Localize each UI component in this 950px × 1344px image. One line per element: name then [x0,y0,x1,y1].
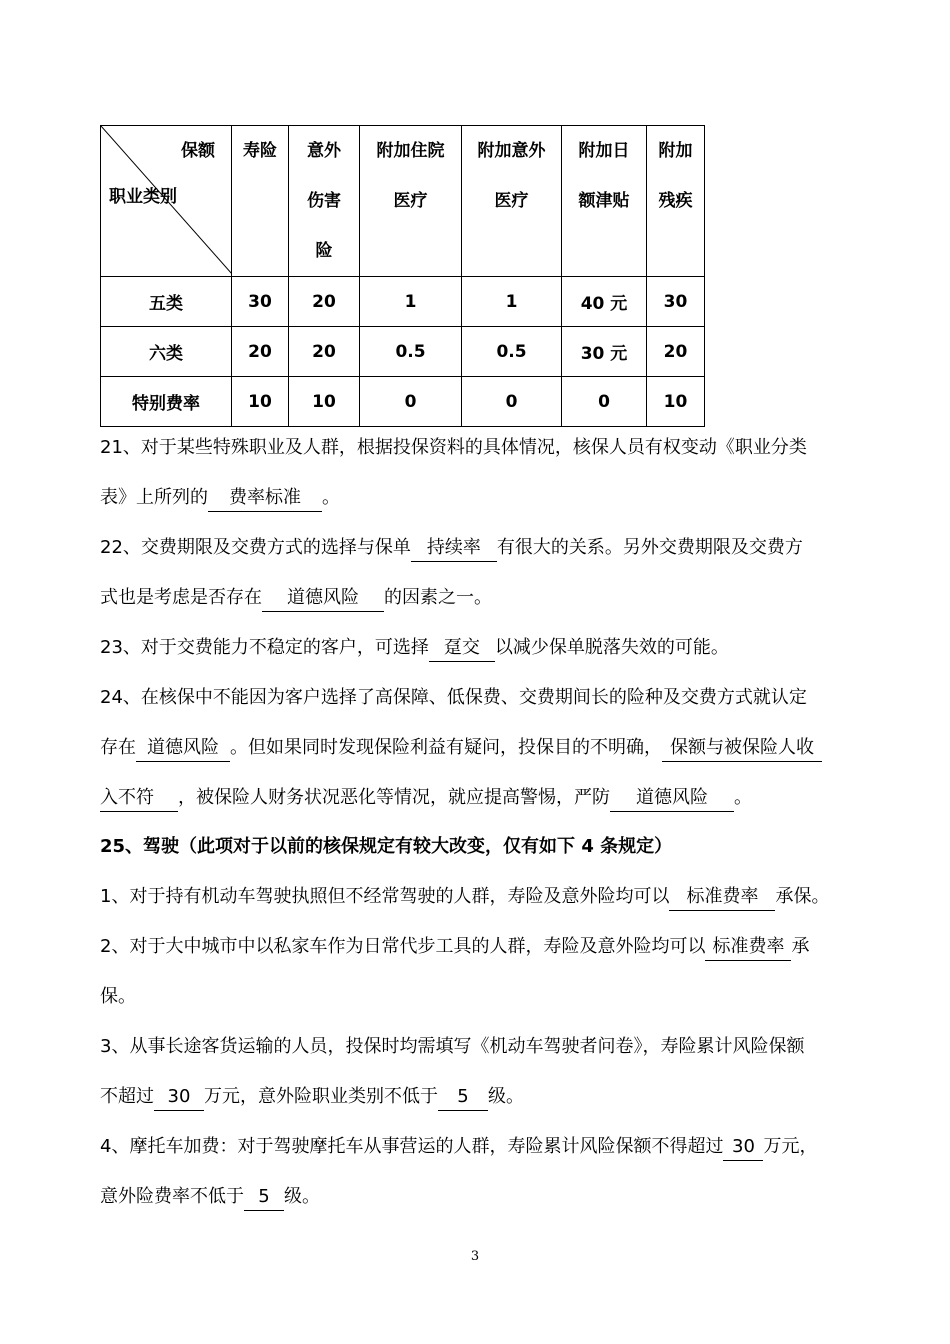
text: 承保。 [775,886,830,907]
text: 级。 [284,1186,320,1207]
item-22-line-1 [100,535,803,562]
table-row [101,377,705,427]
item-25-2-line-1 [100,934,809,961]
text: 。但如果同时发现保险利益有疑问，投保目的不明确， [230,737,662,758]
item-21-line-1 [100,435,807,461]
table-cell: 0.5 [462,327,562,377]
header-text: 额津贴 [578,191,630,211]
header-text: 寿险 [243,141,277,161]
item-25-4-line-1 [100,1134,817,1161]
table-cell: 20 [289,327,360,377]
item-23-line-1 [100,635,729,662]
fill-blank: 5 [244,1184,284,1211]
fill-blank: 标准费率 [669,884,775,911]
text: 2、对于大中城市中以私家车作为日常代步工具的人群，寿险及意外险均可以 [100,936,706,957]
table-cell: 特别费率 [101,377,232,427]
item-25-3-line-1 [100,1034,804,1060]
table-cell: 1 [360,277,462,327]
page-number: 3 [470,1249,480,1264]
text: 1、对于持有机动车驾驶执照但不经常驾驶的人群，寿险及意外险均可以 [100,886,670,907]
fill-blank: 30 [723,1134,763,1161]
table-header-row [101,126,705,277]
text: 意外险费率不低于 [100,1186,244,1207]
text: 式也是考虑是否存在 [100,587,262,608]
fill-blank: 道德风险 [136,735,230,762]
header-text: 附加 [658,141,693,161]
table-cell: 20 [289,277,360,327]
text: 。 [734,787,752,808]
header-text: 医疗 [494,191,529,211]
table-cell: 0 [360,377,462,427]
text: 24、在核保中不能因为客户选择了高保障、低保费、交费期间长的险种及交费方式就认定 [100,687,807,708]
fill-blank: 趸交 [429,635,495,662]
text: 4、摩托车加费：对于驾驶摩托车从事营运的人群，寿险累计风险保额不得超过 [100,1136,724,1157]
table-cell: 30 [647,277,705,327]
table-cell: 六类 [101,327,232,377]
table-cell: 0 [462,377,562,427]
text: 23、对于交费能力不稳定的客户，可选择 [100,637,429,658]
text: 万元， [763,1136,818,1157]
table-cell: 五类 [101,277,232,327]
fill-blank: 持续率 [411,535,497,562]
text: 存在 [100,737,136,758]
header-daily-allowance [562,126,647,277]
header-text: 险 [315,241,333,261]
header-text: 意外 [307,141,341,161]
text: ，被保险人财务状况恶化等情况，就应提高警惕，严防 [178,787,610,808]
fill-blank: 道德风险 [262,585,384,612]
section-heading: 25、驾驶（此项对于以前的核保规定有较大改变，仅有如下 4 条规定） [100,836,673,857]
fill-blank: 30 [154,1084,204,1111]
table-cell: 10 [289,377,360,427]
header-hospital [360,126,462,277]
fill-blank: 入不符 [100,785,178,812]
table-cell: 20 [232,327,289,377]
text: 表》上所列的 [100,487,208,508]
table-cell: 1 [462,277,562,327]
table-cell: 30 元 [562,327,647,377]
item-24-line-2 [100,735,822,762]
text: 承 [791,936,810,957]
text: 21、对于某些特殊职业及人群，根据投保资料的具体情况，核保人员有权变动《职业分类 [100,437,807,458]
occupation-rate-table [100,125,705,427]
header-text: 附加住院 [376,141,445,161]
item-24-line-1 [100,685,807,711]
header-accident [289,126,360,277]
text: 的因素之一。 [384,587,492,608]
text: 万元，意外险职业类别不低于 [204,1086,438,1107]
header-disability [647,126,705,277]
table-cell: 0.5 [360,327,462,377]
table-cell: 30 [232,277,289,327]
item-22-line-2 [100,585,492,612]
text: 3、从事长途客货运输的人员，投保时均需填写《机动车驾驶者问卷》，寿险累计风险保额 [100,1036,805,1057]
item-24-line-3 [100,785,752,812]
text: 级。 [488,1086,524,1107]
fill-blank: 标准费率 [705,934,791,961]
header-text: 附加意外 [477,141,546,161]
table-cell: 20 [647,327,705,377]
table-row [101,277,705,327]
text: 以减少保单脱落失效的可能。 [494,637,729,658]
table-cell: 0 [562,377,647,427]
item-25-3-line-2 [100,1084,524,1111]
text: 不超过 [100,1086,154,1107]
corner-label-occupation: 职业类别 [109,187,177,207]
header-text: 伤害 [307,191,341,211]
item-25-heading [100,834,672,860]
text: 22、交费期限及交费方式的选择与保单 [100,537,411,558]
item-25-2-line-2 [100,984,136,1010]
table-cell: 10 [647,377,705,427]
fill-blank: 5 [438,1084,488,1111]
fill-blank: 道德风险 [610,785,734,812]
text: 有很大的关系。另外交费期限及交费方 [496,537,803,558]
text: 保。 [100,986,136,1007]
header-accident-medical [462,126,562,277]
header-text: 附加日 [578,141,630,161]
fill-blank: 保额与被保险人收 [662,735,822,762]
table-cell: 10 [232,377,289,427]
corner-label-coverage: 保额 [181,141,215,161]
header-text: 残疾 [658,191,693,211]
table-cell: 40 元 [562,277,647,327]
header-life [232,126,289,277]
item-25-1 [100,884,829,911]
item-21-line-2 [100,485,340,512]
item-25-4-line-2 [100,1184,320,1211]
fill-blank: 费率标准 [208,485,322,512]
header-text: 医疗 [393,191,428,211]
table-corner-cell [101,126,232,277]
text: 。 [322,487,340,508]
table-row [101,327,705,377]
